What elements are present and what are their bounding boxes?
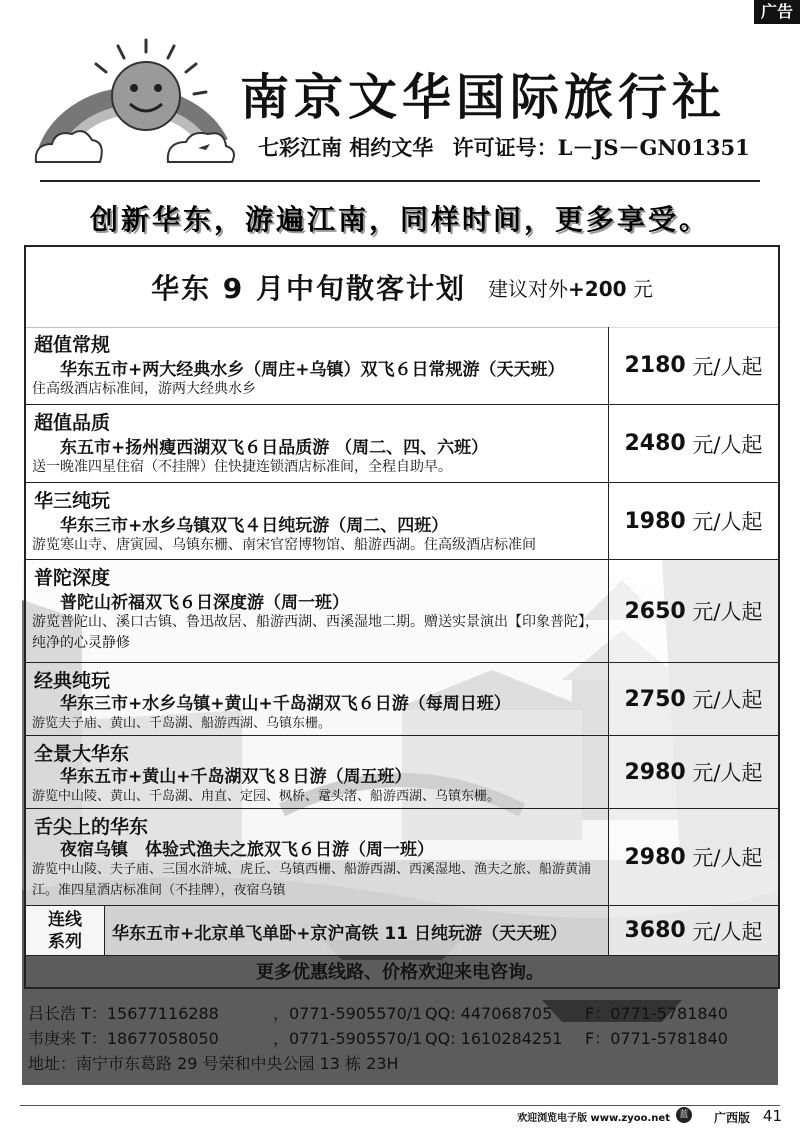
tour-price [609, 327, 778, 404]
tour-row [26, 736, 778, 809]
tour-category: 全景大华东 [34, 743, 130, 765]
tour-row [26, 405, 778, 483]
price-note-prefix: 建议对外 [488, 276, 569, 301]
combo-label-line2: 系列 [48, 932, 82, 952]
tour-price [609, 736, 778, 808]
contact-qq: QQ: 447068705 [425, 1004, 553, 1023]
slogan-banner: 创新华东，游遍江南，同样时间，更多享受。 [89, 203, 710, 236]
license-number: 许可证号：L－JS－GN01351 [452, 135, 750, 160]
website-text: 欢迎浏览电子版 www.zyoo.net [517, 1113, 670, 1124]
edition-label: 广西版 [713, 1111, 750, 1125]
tour-route: 普陀山祈福双飞６日深度游（周一班） [60, 593, 349, 613]
tour-category: 经典纯玩 [34, 670, 111, 692]
contact-fax: F：0771-5781840 [585, 1004, 728, 1023]
price-value: 2980 [624, 844, 686, 870]
contact-info [28, 1001, 728, 1076]
sun-rainbow-logo [28, 34, 238, 174]
tour-description: 游览寒山寺、唐寅园、乌镇东栅、南宋官窑博物馆、船游西湖。住高级酒店标准间 [32, 537, 536, 553]
tour-description: 住高级酒店标准间，游两大经典水乡 [32, 381, 256, 397]
agency-name: 南京文华国际旅行社 [240, 69, 727, 126]
tour-price [609, 809, 778, 905]
tour-price [609, 483, 778, 559]
page-number: 41 [762, 1107, 782, 1125]
price-unit: 元/人起 [692, 688, 763, 712]
combo-row [26, 906, 778, 956]
tour-category: 超值常规 [34, 334, 111, 356]
plan-title-bar [26, 247, 778, 328]
tour-info [26, 663, 609, 735]
price-note-unit: 元 [626, 276, 653, 301]
combo-route: 华东五市+北京单飞单卧+京沪高铁 11 日纯玩游（天天班） [112, 924, 567, 944]
tour-route: 华东三市+水乡乌镇双飞４日纯玩游（周二、四班） [60, 516, 449, 536]
contact-fax: F：0771-5781840 [585, 1029, 728, 1048]
tour-row [26, 663, 778, 736]
tour-description: 送一晚准四星住宿（不挂牌）住快捷连锁酒店标准间，全程自助早。 [32, 459, 452, 475]
tour-description: 游览中山陵、黄山、千岛湖、甪直、定园、枫桥、鼋头渚、船游西湖、乌镇东栅。 [32, 789, 501, 804]
tour-row [26, 560, 778, 663]
tour-description: 游览中山陵、夫子庙、三国水浒城、虎丘、乌镇西栅、船游西湖、西溪湿地、渔夫之旅、船游黄浦江。准四星酒店标准间（不挂牌），夜宿乌镇 [32, 862, 592, 898]
tour-info [26, 405, 609, 482]
tour-info [26, 809, 609, 905]
tour-plan-table [24, 245, 780, 989]
tour-price [609, 405, 778, 482]
tagline-text: 七彩江南 相约文华 [258, 135, 434, 160]
tour-info [26, 327, 609, 404]
tour-route: 华东三市+水乡乌镇+黄山+千岛湖双飞６日游（每周日班） [60, 694, 511, 714]
tour-info [26, 560, 609, 662]
footer-divider [20, 1105, 780, 1106]
tagline [258, 132, 750, 162]
address-line: 地址：南宁市东葛路 29 号荣和中央公园 13 栋 23H [28, 1054, 399, 1073]
contact-line [28, 1001, 728, 1026]
price-note [488, 273, 653, 302]
price-value: 2480 [624, 431, 686, 456]
combo-info [26, 906, 609, 955]
contact-qq: QQ: 1610284251 [425, 1029, 563, 1048]
price-unit: 元/人起 [692, 600, 763, 624]
tour-route: 华东五市+黄山+千岛湖双飞８日游（周五班） [60, 767, 412, 787]
promo-text: 更多优惠线路、价格欢迎来电咨询。 [256, 962, 544, 983]
tour-description: 游览夫子庙、黄山、千岛湖、船游西湖、乌镇东栅。 [32, 716, 332, 731]
edition-badge: 蓝 [676, 1107, 692, 1123]
header-divider [40, 180, 760, 182]
page-footer [0, 1099, 800, 1129]
tour-category: 普陀深度 [34, 567, 111, 589]
tour-description: 游览普陀山、溪口古镇、鲁迅故居、船游西湖、西溪湿地二期。赠送实景演出【印象普陀】，纯净的心灵静修 [32, 614, 599, 651]
tour-row [26, 483, 778, 560]
price-unit: 元/人起 [692, 354, 763, 379]
contact-tel: ，0771-5905570/1 [273, 1029, 423, 1048]
tour-route: 夜宿乌镇 体验式渔夫之旅双飞６日游（周一班） [60, 840, 434, 860]
price-unit: 元/人起 [692, 846, 763, 870]
tour-price [609, 663, 778, 735]
tour-route: 华东五市+两大经典水乡（周庄+乌镇）双飞６日常规游（天天班） [60, 360, 565, 380]
tour-category: 舌尖上的华东 [34, 816, 149, 838]
price-value: 1980 [624, 508, 686, 534]
price-unit: 元/人起 [692, 432, 763, 457]
tour-price [609, 560, 778, 662]
tour-row [26, 809, 778, 906]
price-value: 2650 [624, 598, 686, 624]
price-value: 2750 [624, 686, 686, 712]
contact-name-phone: 吕长浩 T：15677116288 [28, 1004, 219, 1023]
plan-title: 华东 9 月中旬散客计划 [151, 272, 467, 305]
tour-category: 超值品质 [34, 412, 111, 434]
price-unit: 元/人起 [692, 919, 763, 944]
tour-info [26, 736, 609, 808]
tour-category: 华三纯玩 [34, 490, 111, 512]
price-unit: 元/人起 [692, 510, 763, 534]
contact-tel: ，0771-5905570/1 [273, 1004, 423, 1023]
price-value: 2180 [624, 353, 686, 378]
contact-line [28, 1026, 728, 1051]
tour-info [26, 483, 609, 559]
price-value: 2980 [624, 759, 686, 785]
combo-label-line1: 连线 [48, 910, 82, 930]
tour-row [26, 327, 778, 405]
combo-label [26, 906, 105, 955]
price-value: 3680 [624, 918, 686, 943]
price-note-amount: +200 [568, 276, 627, 301]
ad-badge: 广告 [754, 0, 800, 24]
combo-price [609, 906, 778, 955]
contact-name-phone: 韦庚来 T：18677058050 [28, 1029, 219, 1048]
price-unit: 元/人起 [692, 761, 763, 785]
tour-route: 东五市+扬州瘦西湖双飞６日品质游 （周二、四、六班） [60, 438, 489, 458]
